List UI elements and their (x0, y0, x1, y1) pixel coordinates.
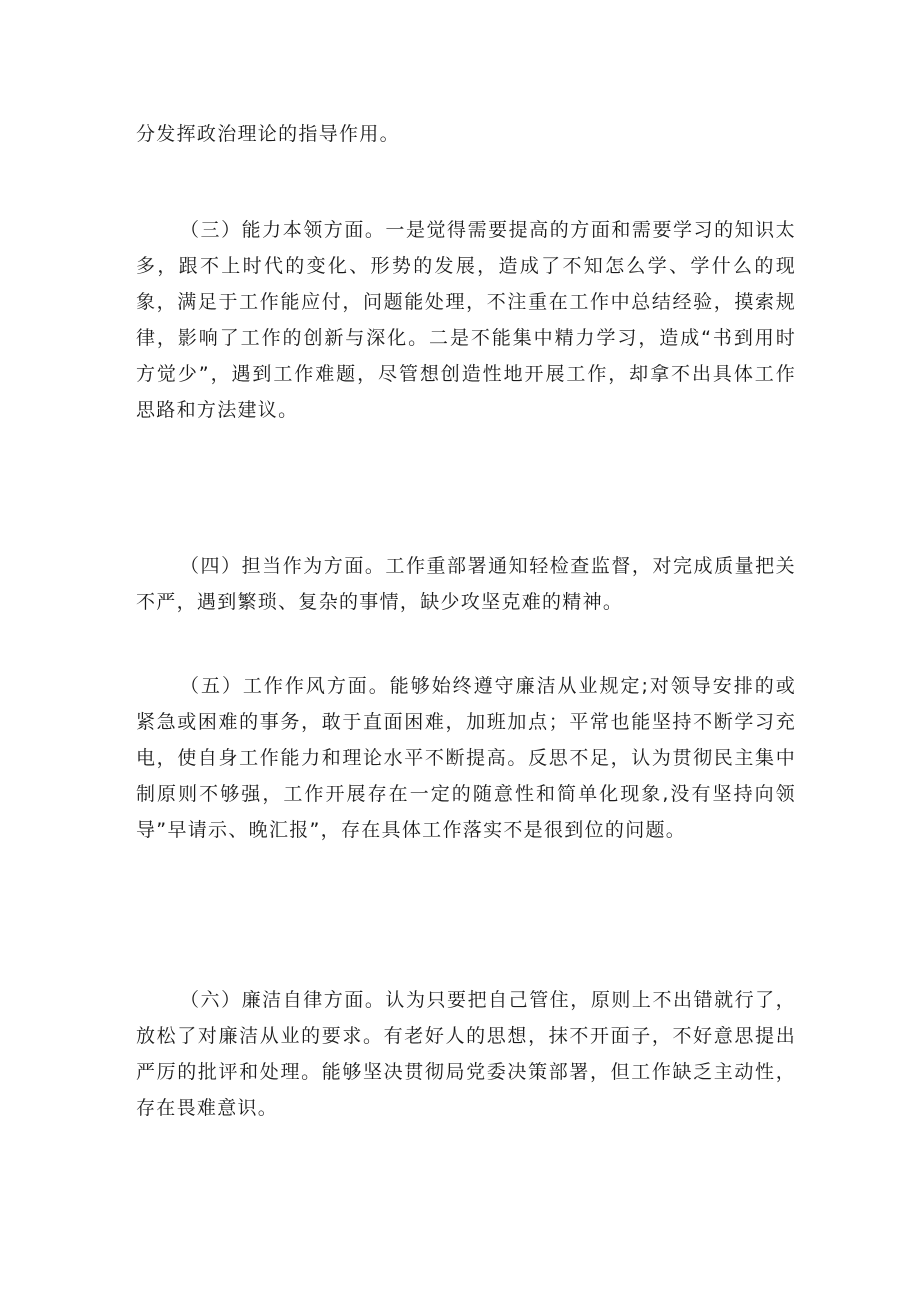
paragraph-continuation: 分发挥政治理论的指导作用。 (136, 123, 400, 145)
paragraph-ability: （三）能力本领方面。一是觉得需要提高的方面和需要学习的知识太多，跟不上时代的变化、形势的发展，造成了不知怎么学、学什么的现象，满足于工作能应付，问题能处理，不注重在工作中总结经验，摸索规律，影响了工作的创新与深化。二是不能集中精力学习，造成“书到用时方觉少”，遇到工作难题，尽管想创造性地开展工作，却拿不出具体工作思路和方法建议。 (136, 219, 796, 421)
paragraph-work-style: （五）工作作风方面。能够始终遵守廉洁从业规定;对领导安排的或紧急或困难的事务，敢于直面困难，加班加点；平常也能坚持不断学习充电，使自身工作能力和理论水平不断提高。反思不足，认为贯彻民主集中制原则不够强，工作开展存在一定的随意性和简单化现象,没有坚持向领导”早请示、晚汇报”，存在具体工作落实不是很到位的问题。 (136, 675, 796, 841)
paragraph-responsibility: （四）担当作为方面。工作重部署通知轻检查监督，对完成质量把关不严，遇到繁琐、复杂的事情，缺少攻坚克难的精神。 (136, 555, 796, 613)
paragraph-integrity: （六）廉洁自律方面。认为只要把自己管住，原则上不出错就行了，放松了对廉洁从业的要求。有老好人的思想，抹不开面子，不好意思提出严厉的批评和处理。能够坚决贯彻局党委决策部署，但工作缺乏主动性，存在畏难意识。 (136, 989, 796, 1119)
